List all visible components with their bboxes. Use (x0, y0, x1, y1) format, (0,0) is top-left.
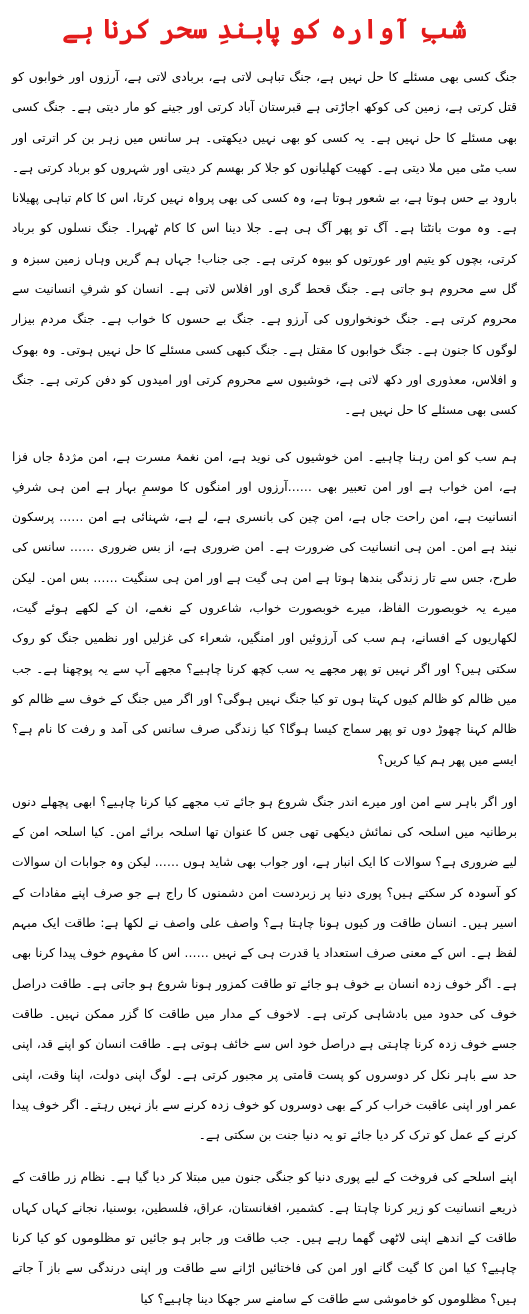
article-paragraph: ہم سب کو امن رہنا چاہیے۔ امن خوشیوں کی نوید ہے، امن نغمۂ مسرت ہے، امن مژدۂ جاں فزا ہے، امن خواب ہے اور امن تعبیر بھی ……آرزوں اور امنگوں کا موسمِ بہار ہے امن ہی شرفِ انسانیت ہے، امن راحت جاں ہے، امن چین کی بانسری ہے، لے ہے، شہنائی ہے امن …… پرسکون نیند ہے امن۔ امن ہی انسانیت کی ضرورت ہے۔ امن ضروری ہے، از بس ضروری …… سانس کی طرح، جس سے تار زندگی بندھا ہوتا ہے امن ہی گیت ہے اور امن ہی سنگیت …… بس امن۔ لیکن میرے یہ خوبصورت الفاظ، میرے خوبصورت خواب، شاعروں کے نغمے، ان کے لکھے ہوئے گیت، لکھاریوں کے افسانے، ہم سب کی آرزوئیں اور امنگیں، شعراء کی غزلیں اور نظمیں جنگ کو روک سکتی ہیں؟ اور اگر نہیں تو پھر مجھے یہ سب کچھ کرنا چاہیے؟ مجھے آپ سے یہ پوچھنا ہے۔ جب میں ظالم کو ظالم کیوں کہتا ہوں تو کیا جنگ نہیں ہوگی؟ اور اگر میں جنگ کے خوف سے ظالم کو ظالم کہنا چھوڑ دوں تو پھر سماج کیسا ہوگا؟ کیا زندگی صرف سانس کی آمد و رفت کا نام ہے؟ ایسے میں پھر ہم کیا کریں؟ (12, 449, 517, 767)
article-title: شبِ آوارہ کو پابندِ سحر کرنا ہے (62, 14, 467, 45)
article-paragraph: اور اگر باہر سے امن اور میرے اندر جنگ شروع ہو جائے تب مجھے کیا کرنا چاہیے؟ ابھی پچھلے دنوں برطانیہ میں اسلحہ کی نمائش دیکھی تھی جس کا عنوان تھا اسلحہ برائے امن۔ کیا اسلحہ امن کے لیے ضروری ہے؟ سوالات کا ایک انبار ہے، اور جواب بھی شاید ہوں …… لیکن وہ جوابات ان سوالات کو آسودہ کر سکتے ہیں؟ پوری دنیا پر زبردست امن دشمنوں کا راج ہے جو صرف اپنے مفادات کے اسیر ہیں۔ انسان طاقت ور کیوں ہونا چاہتا ہے؟ واصف علی واصف نے لکھا ہے: طاقت ایک مبہم لفظ ہے۔ اس کے معنی صرف استعداد یا قدرت ہی کے نہیں …… اس کا مفہوم خوف پیدا کرنا بھی ہے۔ اگر خوف زدہ انسان بے خوف ہو جائے تو طاقت کمزور ہونا شروع ہو جاتی ہے۔ طاقت دراصل خوف کی حدود میں بادشاہی کرتی ہے۔ لاخوف کے مدار میں طاقت کا گزر ممکن نہیں۔ طاقت جسے خوف زدہ کرنا چاہتی ہے دراصل خود اس سے خائف ہوتی ہے۔ طاقت انسان کو اپنے قد، اپنی حد سے باہر نکل کر دوسروں کو پست قامتی پر مجبور کرتی ہے۔ لوگ اپنی دولت، اپنا وقت، اپنی عمر اور اپنی عاقبت خراب کر کے بھی دوسروں کو خوف زدہ کرنے سے باز نہیں رہتے۔ اگر خوف پیدا کرنے کے عمل کو ترک کر دیا جائے تو یہ دنیا جنت بن سکتی ہے۔ (12, 794, 517, 1143)
article-paragraph: جنگ کسی بھی مسئلے کا حل نہیں ہے، جنگ تباہی لاتی ہے، بربادی لاتی ہے، آرزوں اور خوابوں کو قتل کرتی ہے، زمین کی کوکھ اجاڑتی ہے قبرستان آباد کرتی اور جینے کو مار دیتی ہے۔ جنگ کسی بھی مسئلے کا حل نہیں ہے۔ یہ کسی کو بھی نہیں دیکھتی۔ ہر سانس میں زہر بن کر اترتی اور سب مٹی میں ملا دیتی ہے۔ کھیت کھلیانوں کو جلا کر بھسم کر دیتی اور شہروں کو برباد کرتی ہے۔ بارود بے حس ہوتا ہے، بے شعور ہوتا ہے، وہ کسی کی بھی پرواہ نہیں کرتا، اس کا کام تباہی پھیلانا ہے۔ وہ موت بانٹتا ہے۔ آگ تو پھر آگ ہی ہے۔ جلا دینا اس کا کام ٹھہرا۔ جنگ نسلوں کو برباد کرتی، بچوں کو یتیم اور عورتوں کو بیوہ کرتی ہے۔ جی جناب! جہاں ہم گریں وہاں زمین سبزہ و گل سے محروم ہو جاتی ہے۔ جنگ قحط گری اور افلاس لاتی ہے۔ انسان کو شرفِ انسانیت سے محروم کرتی ہے۔ جنگ خونخواروں کی آرزو ہے۔ جنگ بے حسوں کا خواب ہے۔ جنگ مردم بیزار لوگوں کا جنون ہے۔ جنگ خوابوں کا مقتل ہے۔ جنگ کبھی کسی مسئلے کا حل نہیں ہوتی۔ وہ بھوک و افلاس، معذوری اور دکھ لاتی ہے، خوشیوں سے محروم کرتی اور امیدوں کو دفن کرتی ہے۔ جنگ کسی بھی مسئلے کا حل نہیں ہے۔ (12, 70, 517, 418)
article-paragraph: اپنے اسلحے کی فروخت کے لیے پوری دنیا کو جنگی جنون میں مبتلا کر دیا گیا ہے۔ نظام زر طاقت کے ذریعے انسانیت کو زیر کرنا چاہتا ہے۔ کشمیر، افغانستان، عراق، فلسطین، بوسنیا، نجانے کہاں کہاں طاقت کے اندھے اپنی لاٹھی گھما رہے ہیں۔ جب طاقت ور جابر ہو جائیں تو مظلوموں کو کیا کرنا چاہیے؟ کیا امن کا گیت گانے اور امن کی فاختائیں اڑانے سے طاقت ور اپنی درندگی سے باز آ جاتے ہیں؟ مظلوموں کو خاموشی سے طاقت کے سامنے سر جھکا دینا چاہیے؟ کیا (12, 1170, 517, 1306)
